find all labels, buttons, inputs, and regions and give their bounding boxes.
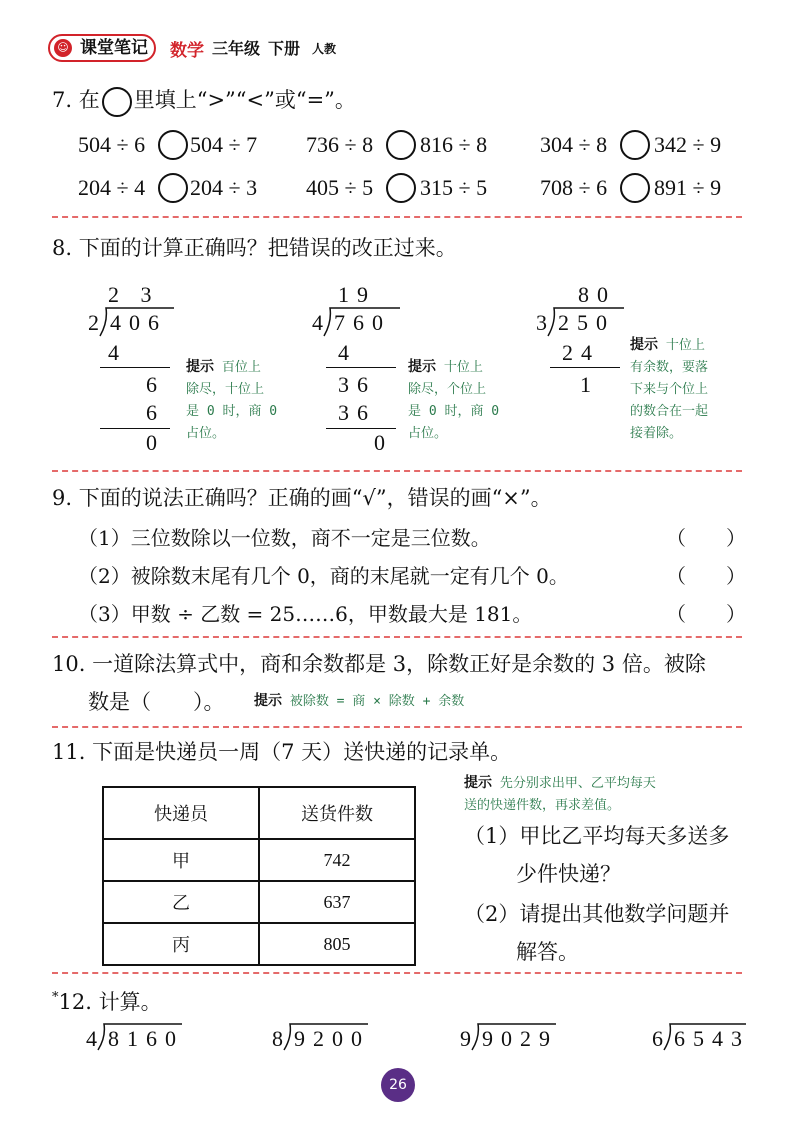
q11-sub-1-cont: 少件快递？ [516,862,621,886]
quotient: 80 [578,282,616,307]
dividend: 6543 [674,1026,750,1051]
table-header-cell: 快递员 [103,787,259,839]
table-header-row [103,787,415,839]
step-line [326,367,396,368]
notes-badge [48,34,156,62]
q11-sub-1: （1）甲比乙平均每天多送多 [464,824,730,848]
page-number: 26 [381,1068,415,1102]
q7-left: 504 ÷ 6 [78,132,146,157]
q9-item-2: （2）被除数末尾有几个 0，商的末尾就一定有几个 0。 [78,564,569,588]
q7-right: 315 ÷ 5 [420,175,488,200]
dividend: 760 [334,310,391,335]
divisor: 2 [88,310,107,335]
step: 0 [146,430,165,455]
q7-left: 204 ÷ 4 [78,175,146,200]
q9-item-3: （3）甲数 ÷ 乙数 = 25……6，甲数最大是 181。 [78,602,533,626]
q10-tip: 提示 被除数 = 商 × 除数 + 余数 [254,693,465,709]
q7-right: 891 ÷ 9 [654,175,722,200]
q7-title: 7. 在 里填上“>”“<”或“=”。 [52,86,356,117]
badge-label: 课堂笔记 [80,38,148,58]
q7-answer-circle[interactable] [620,173,650,203]
q11-tip: 提示 先分别求出甲、乙平均每天 送的快递件数，再求差值。 [464,775,656,813]
q10-line-1: 10. 一道除法算式中，商和余数都是 3，除数正好是余数的 3 倍。被除 [52,652,706,676]
q7-answer-circle[interactable] [158,173,188,203]
table-row [103,923,415,965]
table-row [103,839,415,881]
q7-right: 816 ÷ 8 [420,132,488,157]
header-edition: 人教 [312,42,337,56]
section-divider [52,636,742,638]
q7-right: 342 ÷ 9 [654,132,722,157]
dividend: 9200 [294,1026,370,1051]
q7-title-circle [102,87,132,117]
step: 36 [338,400,376,425]
table-cell: 乙 [103,881,259,923]
q7-answer-circle[interactable] [386,173,416,203]
step: 1 [580,372,599,397]
table-cell: 丙 [103,923,259,965]
step-line [550,367,620,368]
q9-title: 9. 下面的说法正确吗？正确的画“√”，错误的画“×”。 [52,486,552,510]
dividend: 250 [558,310,615,335]
q9-answer-3[interactable]: （ ） [666,602,746,626]
q8-tip-3: 提示 十位上 有余数，要落 下来与个位上 的数合在一起 接着除。 [630,337,709,441]
step: 6 [146,400,165,425]
quotient: 2 3 [108,282,160,307]
header-subject: 数学 [170,41,204,61]
q7-right: 204 ÷ 3 [190,175,258,200]
divisor: 6 [652,1026,671,1051]
table-header-cell: 送货件数 [259,787,415,839]
q11-sub-2-cont: 解答。 [516,940,579,964]
q10-line-2: 数是（ ）。 [88,690,225,714]
section-divider [52,216,742,218]
step: 4 [338,340,357,365]
q7-answer-circle[interactable] [158,130,188,160]
divisor: 9 [460,1026,479,1051]
smile-icon: ☺ [54,39,72,57]
q7-answer-circle[interactable] [620,130,650,160]
section-divider [52,470,742,472]
q8-tip-1: 提示 百位上 除尽，十位上 是 0 时，商 0 占位。 [186,359,278,441]
q9-answer-2[interactable]: （ ） [666,564,746,588]
table-row [103,881,415,923]
q9-item-1: （1）三位数除以一位数，商不一定是三位数。 [78,526,491,550]
quotient: 19 [338,282,376,307]
table-cell: 742 [259,839,415,881]
q7-right: 504 ÷ 7 [190,132,258,157]
dividend: 406 [110,310,167,335]
q7-left: 304 ÷ 8 [540,132,608,157]
table-cell: 637 [259,881,415,923]
step: 0 [374,430,393,455]
divisor: 4 [312,310,331,335]
step: 6 [146,372,165,397]
q12-title: *12. 计算。 [52,990,162,1014]
header-grade: 三年级 [212,39,261,58]
q8-tip-2: 提示 十位上 除尽，个位上 是 0 时，商 0 占位。 [408,359,500,441]
q7-left: 405 ÷ 5 [306,175,374,200]
q9-answer-1[interactable]: （ ） [666,526,746,550]
table-cell: 甲 [103,839,259,881]
q7-answer-circle[interactable] [386,130,416,160]
table-cell: 805 [259,923,415,965]
q8-title: 8. 下面的计算正确吗？把错误的改正过来。 [52,236,457,260]
step: 24 [562,340,600,365]
header-volume: 下册 [268,39,301,58]
dividend: 8160 [108,1026,184,1051]
q11-title: 11. 下面是快递员一周（7 天）送快递的记录单。 [52,740,512,764]
step-line [100,428,170,429]
courier-record-table [102,786,416,966]
divisor: 4 [86,1026,105,1051]
q7-left: 736 ÷ 8 [306,132,374,157]
step: 4 [108,340,127,365]
q11-sub-2: （2）请提出其他数学问题并 [464,902,730,926]
section-divider [52,726,742,728]
section-divider [52,972,742,974]
step: 36 [338,372,376,397]
divisor: 8 [272,1026,291,1051]
step-line [100,367,170,368]
dividend: 9029 [482,1026,558,1051]
q7-left: 708 ÷ 6 [540,175,608,200]
step-line [326,428,396,429]
divisor: 3 [536,310,555,335]
